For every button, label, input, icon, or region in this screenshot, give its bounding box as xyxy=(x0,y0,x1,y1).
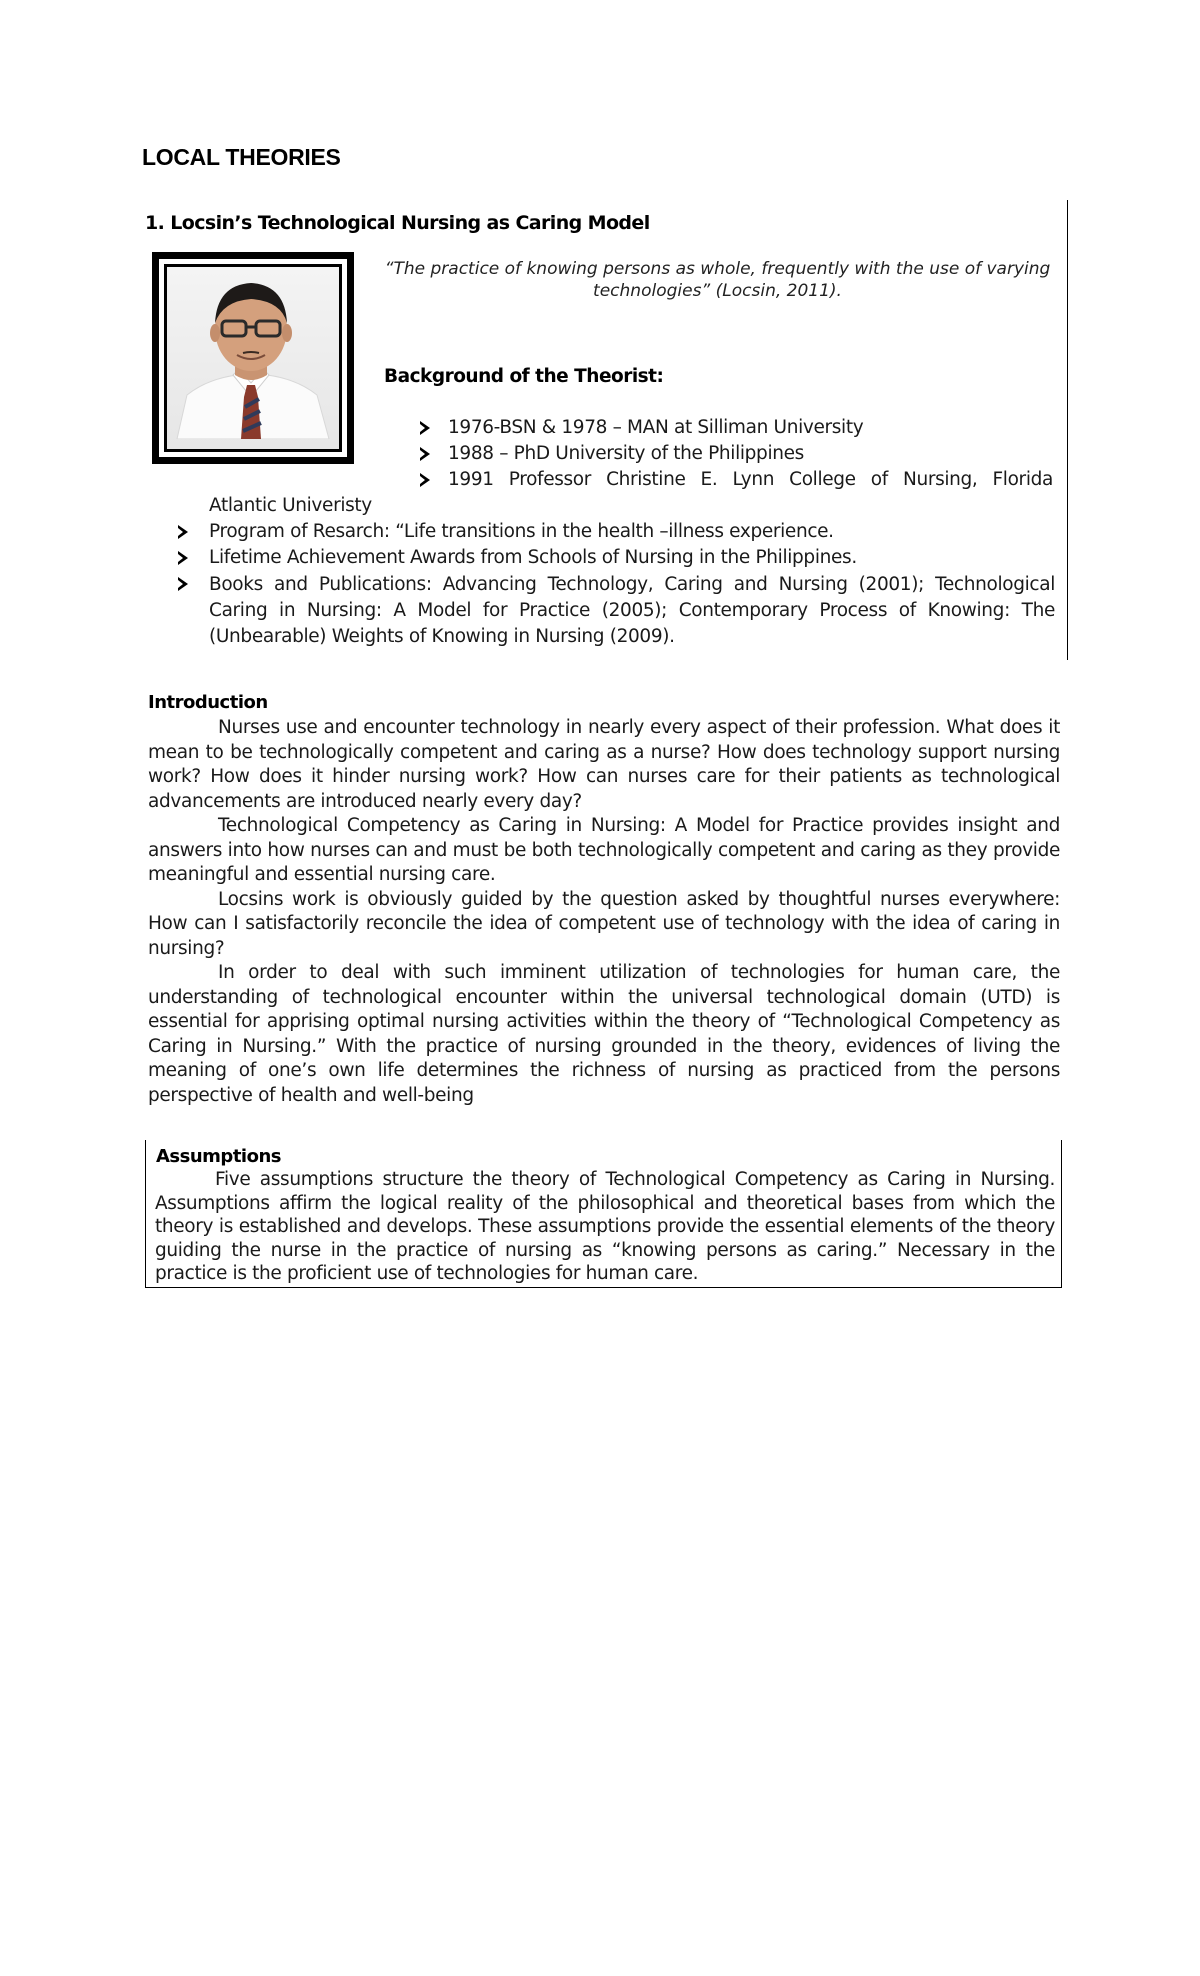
background-item-2: 1988 – PhD University of the Philippines xyxy=(448,443,804,464)
list-item xyxy=(178,572,188,591)
introduction-paragraph: Technological Competency as Caring in Nursing: A Model for Practice provides insight and answers into how nurses can and must be both technologically competent and caring as they provide meaningful and essential nursing care. xyxy=(148,815,1060,885)
background-item-1: 1976-BSN & 1978 – MAN at Silliman University xyxy=(448,417,864,438)
page-heading: LOCAL THEORIES xyxy=(142,144,341,170)
theory-quote: “The practice of knowing persons as whole, frequently with the use of varying technologies” (Locsin, 2011). xyxy=(384,259,1051,301)
section-right-border xyxy=(1067,200,1068,660)
arrow-bullet-icon xyxy=(420,473,430,487)
background-item-5: Lifetime Achievement Awards from Schools of Nursing in the Philippines. xyxy=(209,547,857,568)
assumptions-body: Five assumptions structure the theory of Technological Competency as Caring in Nursing. Assumptions affirm the logical reality of the philosophical and theoretical bases from which the theory is established and develops. These assumptions provide the essential elements of the theory guiding the nurse in the practice of nursing as “knowing persons as caring.” Necessary in the practice is the proficient use of technologies for human care. xyxy=(155,1169,1055,1284)
background-title: Background of the Theorist: xyxy=(384,366,664,387)
arrow-bullet-icon xyxy=(420,421,430,435)
list-item xyxy=(420,442,430,461)
arrow-bullet-icon xyxy=(420,447,430,461)
list-item xyxy=(178,520,188,539)
introduction-title: Introduction xyxy=(148,692,268,713)
list-item xyxy=(420,468,430,487)
section-title: 1. Locsin’s Technological Nursing as Caring Model xyxy=(145,212,650,234)
introduction-paragraph: Locsins work is obviously guided by the question asked by thoughtful nurses everywhere: How can I satisfactorily reconcile the idea of competent use of technology with the idea of caring in nursing? xyxy=(148,888,1060,959)
arrow-bullet-icon xyxy=(178,525,188,539)
introduction-paragraph: Nurses use and encounter technology in nearly every aspect of their profession. What does it mean to be technologically competent and caring as a nurse? How does technology support nursing work? How does it hinder nursing work? How can nurses care for their patients as technological advancements are introduced nearly every day? xyxy=(148,717,1060,812)
background-item-4: Program of Resarch: “Life transitions in the health –illness experience. xyxy=(209,521,834,542)
background-item-3: 1991 Professor Christine E. Lynn College of Nursing, Florida xyxy=(448,469,1053,490)
arrow-bullet-icon xyxy=(178,551,188,565)
background-item-6: Books and Publications: Advancing Technology, Caring and Nursing (2001); Technological Caring in Nursing: A Model for Practice (2005); Contemporary Process of Knowing: The (Unbearable) Weights of Knowing in Nursing (2009). xyxy=(209,574,1055,647)
list-item xyxy=(178,546,188,565)
list-item xyxy=(420,416,430,435)
theorist-photo xyxy=(164,264,342,452)
introduction-paragraph: In order to deal with such imminent utilization of technologies for human care, the understanding of technological encounter within the universal technological domain (UTD) is essential for apprising optimal nursing activities within the theory of “Technological Competency as Caring in Nursing.” With the practice of nursing grounded in the theory, evidences of living the meaning of one’s own life determines the richness of nursing as practiced from the persons perspective of health and well-being xyxy=(148,962,1060,1106)
background-item-3-continuation: Atlantic Univeristy xyxy=(209,495,372,516)
arrow-bullet-icon xyxy=(178,577,188,591)
assumptions-title: Assumptions xyxy=(156,1146,281,1167)
theorist-photo-frame xyxy=(152,252,354,464)
introduction-body xyxy=(148,716,1060,1108)
